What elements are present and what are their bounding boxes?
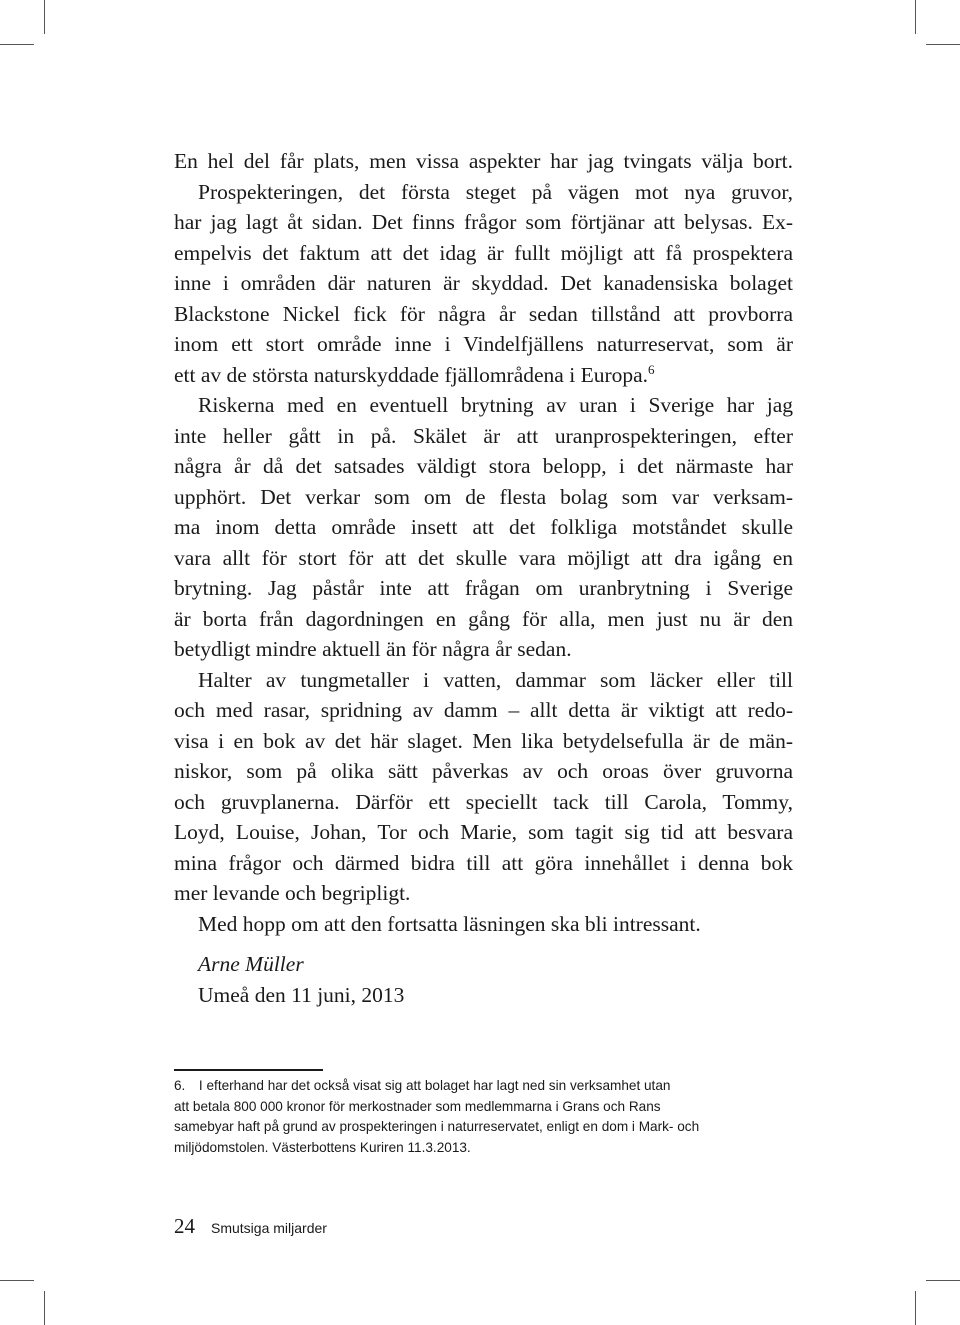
footnote	[174, 1076, 794, 1158]
body-line: vara allt för stort för att det skulle vara möjligt att dra igång en	[174, 545, 793, 570]
footnote-line: att betala 800 000 kronor för merkostnader som medlemmarna i Grans och Rans	[174, 1098, 661, 1114]
body-line: och med rasar, spridning av damm – allt detta är viktigt att redo-	[174, 698, 793, 722]
crop-mark-left-bottom	[0, 1280, 34, 1281]
crop-mark-bottom-right	[915, 1291, 916, 1325]
body-line: Prospekteringen, det första steget på vägen mot nya gruvor,	[198, 179, 793, 204]
body-line: betydligt mindre aktuell än för några år sedan.	[174, 637, 572, 661]
body-line: mer levande och begripligt.	[174, 881, 411, 905]
body-line: är borta från dagordningen en gång för alla, men just nu är den	[174, 606, 793, 631]
signature-name: Arne Müller	[198, 952, 304, 976]
signature-place-date: Umeå den 11 juni, 2013	[198, 982, 405, 1007]
body-line: niskor, som på olika sätt påverkas av och oroas över gruvorna	[174, 759, 793, 783]
body-line: Riskerna med en eventuell brytning av uran i Sverige har jag	[198, 393, 793, 417]
body-line: inte heller gått in på. Skälet är att uranprospekteringen, efter	[174, 423, 793, 448]
body-line: inne i områden där naturen är skyddad. Det kanadensiska bolaget	[174, 271, 793, 295]
footnote-line: miljödomstolen. Västerbottens Kuriren 11.3.2013.	[174, 1139, 471, 1155]
running-title: Smutsiga miljarder	[211, 1220, 327, 1236]
footnote-line: samebyar haft på grund av prospekteringen i naturreservatet, enligt en dom i Mark- och	[174, 1119, 700, 1134]
body-line: och gruvplanerna. Därför ett speciellt tack till Carola, Tommy,	[174, 789, 793, 814]
body-line: empelvis det faktum att det idag är fullt möjligt att få prospektera	[174, 240, 793, 265]
body-line: Med hopp om att den fortsatta läsningen ska bli intressant.	[198, 911, 701, 936]
body-line: En hel del får plats, men vissa aspekter har jag tvingats välja bort.	[174, 149, 793, 173]
footnote-line: 6. I efterhand har det också visat sig att bolaget har lagt ned sin verksamhet utan	[174, 1078, 671, 1093]
crop-mark-right-top	[926, 44, 960, 45]
page-footer	[174, 1214, 327, 1239]
body-line: inom ett stort område inne i Vindelfjällens naturreservat, som är	[174, 332, 793, 356]
crop-mark-left-top	[0, 44, 34, 45]
crop-mark-bottom-left	[44, 1291, 45, 1325]
body-line: upphört. Det verkar som om de flesta bolag som var verksam-	[174, 484, 793, 509]
crop-mark-top-left	[44, 0, 45, 34]
body-line: ett av de största naturskyddade fjällområdena i Europa.	[174, 362, 649, 387]
body-line: ma inom detta område insett att det folkliga motståndet skulle	[174, 515, 793, 539]
footnote-rule	[174, 1069, 323, 1071]
body-text	[174, 146, 793, 1010]
body-line-with-footnote	[174, 360, 793, 391]
body-line: Halter av tungmetaller i vatten, dammar som läcker eller till	[198, 667, 793, 692]
body-line: mina frågor och därmed bidra till att göra innehållet i denna bok	[174, 850, 793, 875]
crop-mark-top-right	[915, 0, 916, 34]
body-line: brytning. Jag påstår inte att frågan om uranbrytning i Sverige	[174, 576, 793, 600]
spacer	[174, 939, 793, 949]
body-line: Loyd, Louise, Johan, Tor och Marie, som tagit sig tid att besvara	[174, 820, 793, 844]
crop-mark-right-bottom	[926, 1280, 960, 1281]
body-line: har jag lagt åt sidan. Det finns frågor som förtjänar att belysas. Ex-	[174, 210, 793, 234]
body-line: Blackstone Nickel fick för några år sedan tillstånd att provborra	[174, 301, 793, 326]
footnote-reference: 6	[648, 361, 655, 377]
body-line: några år då det satsades väldigt stora belopp, i det närmaste har	[174, 454, 793, 478]
page-number: 24	[174, 1214, 195, 1238]
body-line: visa i en bok av det här slaget. Men lika betydelsefulla är de män-	[174, 728, 793, 753]
